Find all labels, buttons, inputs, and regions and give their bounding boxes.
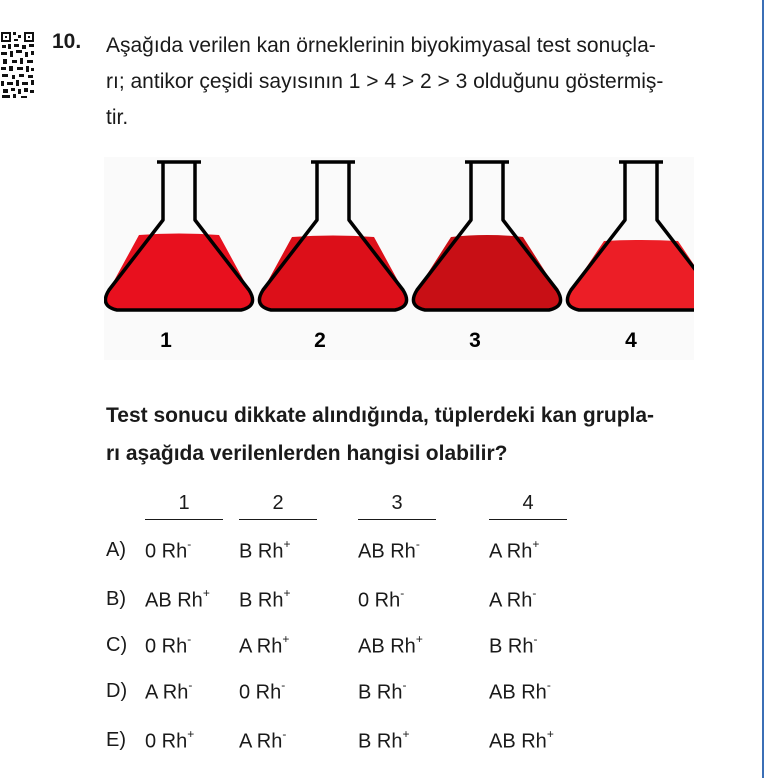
column-header-3 <box>358 492 436 520</box>
question-line: tir. <box>106 106 129 129</box>
flask-4 <box>567 162 694 310</box>
rh-sign: + <box>282 632 290 646</box>
blood-group: B Rh <box>239 540 284 563</box>
rh-sign: + <box>283 586 291 600</box>
option-cell <box>358 634 423 659</box>
flask-2 <box>259 162 406 310</box>
option-cell <box>145 634 191 659</box>
blood-group: 0 Rh <box>358 589 401 612</box>
option-cell <box>358 539 420 564</box>
column-header-label: 3 <box>391 492 403 514</box>
rh-sign: - <box>187 537 192 551</box>
column-header-rule <box>239 519 317 520</box>
option-letter: B) <box>106 588 126 610</box>
flask-1 <box>105 162 252 310</box>
blood-group: A Rh <box>489 540 533 563</box>
rh-sign: - <box>187 632 192 646</box>
blood-group: 0 Rh <box>145 540 188 563</box>
rh-sign: - <box>415 537 420 551</box>
option-cell <box>239 634 289 659</box>
blood-group: B Rh <box>358 681 403 704</box>
option-letter: C) <box>106 634 128 656</box>
rh-sign: - <box>533 632 538 646</box>
blood-group: AB Rh <box>489 681 547 704</box>
flask-label-2: 2 <box>314 329 326 352</box>
blood-fill-3 <box>413 235 560 310</box>
question-line: Aşağıda verilen kan örneklerinin biyokimyasal test sonuçla- <box>106 34 656 57</box>
blood-group: B Rh <box>358 730 403 753</box>
option-cell <box>239 680 285 705</box>
question-prompt <box>106 397 746 473</box>
blood-group: AB Rh <box>358 540 416 563</box>
option-cell <box>358 729 409 754</box>
option-cell <box>489 539 539 564</box>
qr-code-icon <box>0 30 36 100</box>
prompt-line: rı aşağıda verilenlerden hangisi olabilir? <box>106 442 508 465</box>
question-text <box>106 28 731 136</box>
rh-sign: - <box>532 586 537 600</box>
rh-sign: - <box>281 678 286 692</box>
rh-sign: - <box>402 678 407 692</box>
blood-fill-1 <box>105 234 252 311</box>
column-header-label: 1 <box>178 492 190 514</box>
blood-fill-4 <box>567 240 694 310</box>
flask-3 <box>413 162 560 310</box>
option-cell <box>145 539 191 564</box>
flask-figure <box>104 157 694 360</box>
column-header-rule <box>145 519 223 520</box>
rh-sign: - <box>188 678 193 692</box>
flask-label-4: 4 <box>625 329 637 352</box>
option-letter: E) <box>106 729 126 751</box>
rh-sign: + <box>187 727 195 741</box>
blood-group: A Rh <box>239 635 283 658</box>
option-cell <box>239 539 290 564</box>
option-cell <box>489 729 554 754</box>
option-cell <box>145 680 192 705</box>
rh-sign: + <box>415 632 423 646</box>
blood-group: A Rh <box>145 681 189 704</box>
option-cell <box>489 634 537 659</box>
option-cell <box>239 729 286 754</box>
prompt-line: Test sonucu dikkate alındığında, tüplerdeki kan grupla- <box>106 404 655 427</box>
option-cell <box>145 729 194 754</box>
rh-sign: - <box>400 586 405 600</box>
column-header-2 <box>239 492 317 520</box>
flask-label-1: 1 <box>160 329 172 352</box>
column-header-label: 2 <box>272 492 284 514</box>
rh-sign: + <box>283 537 291 551</box>
blood-group: AB Rh <box>358 635 416 658</box>
rh-sign: - <box>546 678 551 692</box>
blood-group: B Rh <box>489 635 534 658</box>
flask-illustration <box>104 157 694 360</box>
option-cell <box>145 588 210 613</box>
rh-sign: - <box>282 727 287 741</box>
column-header-label: 4 <box>522 492 534 514</box>
page-edge-rule <box>762 0 764 778</box>
blood-group: B Rh <box>239 589 284 612</box>
blood-group: 0 Rh <box>145 635 188 658</box>
question-number: 10. <box>52 30 82 53</box>
blood-fill-2 <box>259 236 406 311</box>
blood-group: A Rh <box>239 730 283 753</box>
column-header-rule <box>358 519 436 520</box>
flask-label-3: 3 <box>469 329 481 352</box>
column-header-4 <box>489 492 567 520</box>
rh-sign: + <box>202 586 210 600</box>
option-letter: A) <box>106 539 126 561</box>
option-cell <box>489 680 551 705</box>
rh-sign: + <box>546 727 554 741</box>
blood-group: AB Rh <box>145 589 203 612</box>
option-cell <box>239 588 290 613</box>
option-cell <box>358 588 404 613</box>
blood-group: AB Rh <box>489 730 547 753</box>
option-cell <box>358 680 406 705</box>
option-letter: D) <box>106 680 128 702</box>
option-cell <box>489 588 536 613</box>
question-line: rı; antikor çeşidi sayısının 1 > 4 > 2 > 3 olduğunu göstermiş- <box>106 70 664 93</box>
blood-group: A Rh <box>489 589 533 612</box>
rh-sign: + <box>402 727 410 741</box>
column-header-rule <box>489 519 567 520</box>
blood-group: 0 Rh <box>239 681 282 704</box>
rh-sign: + <box>532 537 540 551</box>
blood-group: 0 Rh <box>145 730 188 753</box>
column-header-1 <box>145 492 223 520</box>
